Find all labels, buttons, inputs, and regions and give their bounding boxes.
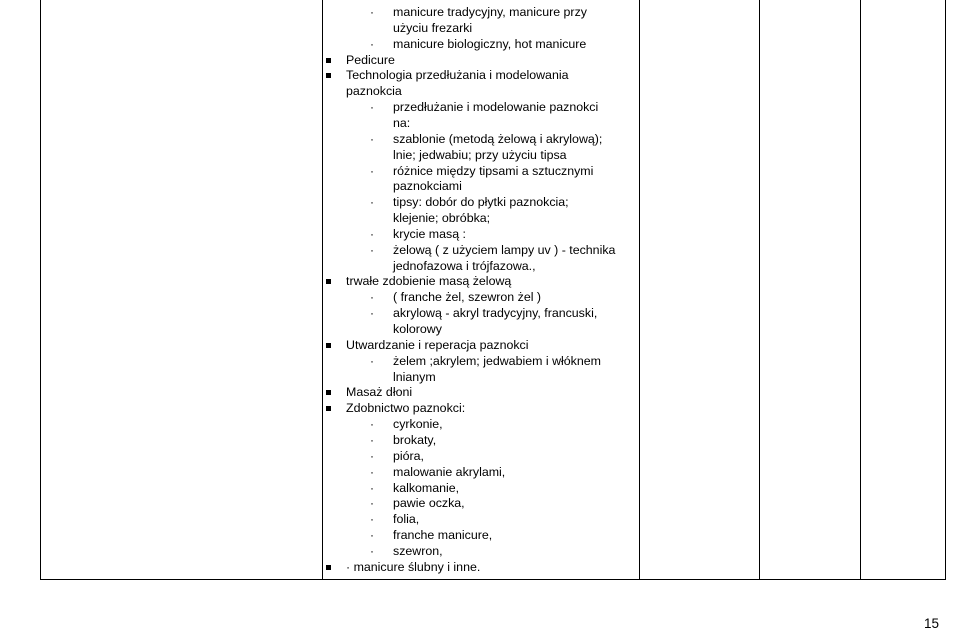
square-bullet-icon — [326, 58, 331, 63]
list-item: Masaż dłoni — [346, 385, 413, 399]
list-item: żelową ( z użyciem lampy uv ) - technika — [393, 243, 616, 257]
list-item: paznokcia — [346, 84, 402, 98]
list-item: Utwardzanie i reperacja paznokci — [346, 338, 529, 352]
dot-bullet-icon: · — [370, 195, 374, 209]
dot-bullet-icon: · — [370, 449, 374, 463]
table-border-right — [945, 0, 946, 580]
list-item: żelem ;akrylem; jedwabiem i włóknem — [393, 354, 601, 368]
list-item: różnice między tipsami a sztucznymi — [393, 164, 594, 178]
dot-bullet-icon: · — [370, 100, 374, 114]
list-item: przedłużanie i modelowanie paznokci — [393, 100, 599, 114]
dot-bullet-icon: · — [370, 243, 374, 257]
dot-bullet-icon: · — [370, 37, 374, 51]
list-item: pióra, — [393, 449, 424, 463]
square-bullet-icon — [326, 343, 331, 348]
list-item: Pedicure — [346, 53, 395, 67]
list-item: folia, — [393, 512, 420, 526]
page-number: 15 — [924, 616, 940, 631]
list-item: pawie oczka, — [393, 496, 465, 510]
dot-bullet-icon: · — [370, 290, 374, 304]
list-item: szablonie (metodą żelową i akrylową); — [393, 132, 603, 146]
dot-bullet-icon: · — [370, 465, 374, 479]
list-item: szewron, — [393, 544, 443, 558]
dot-bullet-icon: · — [370, 164, 374, 178]
table-border-col3 — [759, 0, 760, 580]
list-item: użyciu frezarki — [393, 21, 473, 35]
dot-bullet-icon: · — [370, 227, 374, 241]
list-item: franche manicure, — [393, 528, 493, 542]
list-item: na: — [393, 116, 411, 130]
list-item: krycie masą : — [393, 227, 466, 241]
list-item: tipsy: dobór do płytki paznokcia; — [393, 195, 569, 209]
dot-bullet-icon: · — [370, 528, 374, 542]
dot-bullet-icon: · — [370, 433, 374, 447]
list-item: Technologia przedłużania i modelowania — [346, 68, 569, 82]
table-border-col1 — [322, 0, 323, 580]
list-item: jednofazowa i trójfazowa., — [393, 259, 536, 273]
table-border-bottom — [40, 579, 946, 580]
list-item: Zdobnictwo paznokci: — [346, 401, 466, 415]
dot-bullet-icon: · — [370, 496, 374, 510]
list-item: kolorowy — [393, 322, 442, 336]
square-bullet-icon — [326, 73, 331, 78]
square-bullet-icon — [326, 406, 331, 411]
dot-bullet-icon: · — [370, 5, 374, 19]
list-item: · manicure ślubny i inne. — [346, 560, 481, 574]
list-item: ( franche żel, szewron żel ) — [393, 290, 542, 304]
dot-bullet-icon: · — [370, 544, 374, 558]
dot-bullet-icon: · — [370, 512, 374, 526]
list-item: malowanie akrylami, — [393, 465, 506, 479]
square-bullet-icon — [326, 279, 331, 284]
list-item: lnianym — [393, 370, 436, 384]
list-item: brokaty, — [393, 433, 437, 447]
list-item: paznokciami — [393, 179, 462, 193]
list-item: kalkomanie, — [393, 481, 460, 495]
dot-bullet-icon: · — [370, 417, 374, 431]
list-item: lnie; jedwabiu; przy użyciu tipsa — [393, 148, 567, 162]
list-item: trwałe zdobienie masą żelową — [346, 274, 512, 288]
table-border-left — [40, 0, 41, 580]
square-bullet-icon — [326, 390, 331, 395]
list-item: akrylową - akryl tradycyjny, francuski, — [393, 306, 598, 320]
table-border-col2 — [639, 0, 640, 580]
square-bullet-icon — [326, 565, 331, 570]
list-item: klejenie; obróbka; — [393, 211, 491, 225]
list-item: manicure tradycyjny, manicure przy — [393, 5, 587, 19]
list-item: cyrkonie, — [393, 417, 443, 431]
table-border-col4 — [860, 0, 861, 580]
dot-bullet-icon: · — [370, 132, 374, 146]
dot-bullet-icon: · — [370, 306, 374, 320]
dot-bullet-icon: · — [370, 481, 374, 495]
dot-bullet-icon: · — [370, 354, 374, 368]
list-item: manicure biologiczny, hot manicure — [393, 37, 587, 51]
